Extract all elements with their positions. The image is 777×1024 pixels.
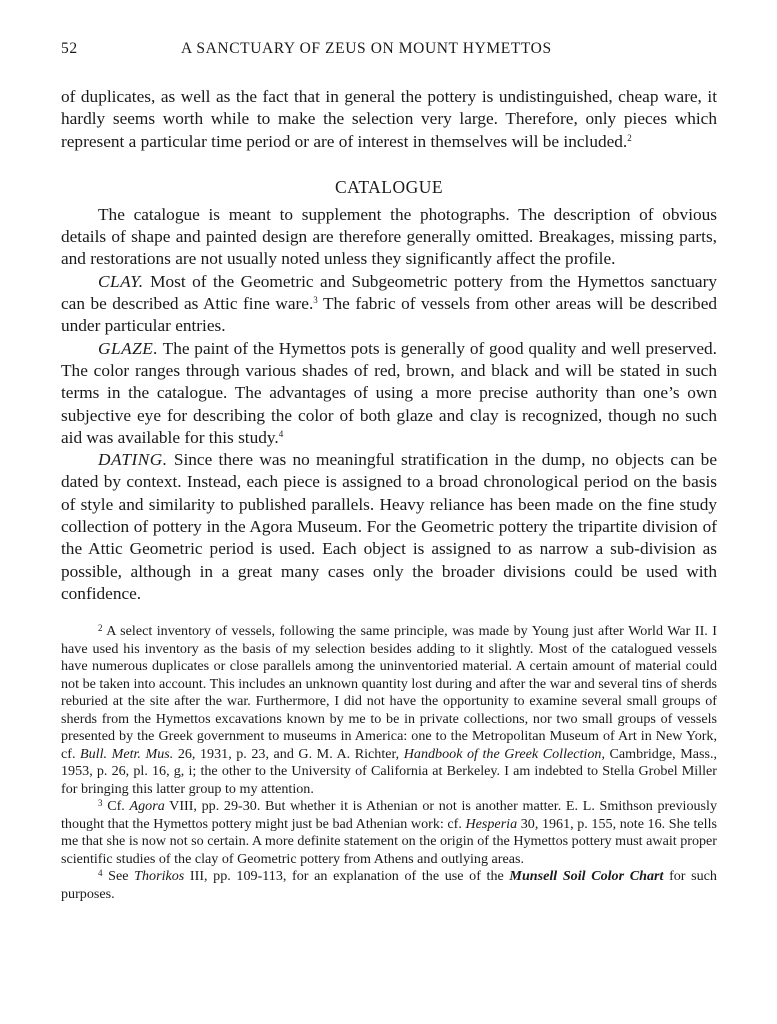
footnote-4-text-2: III, pp. 109-113, for an explanation of the use of the [184,868,510,885]
clay-text-a: Most of the Geometric and Subgeometric pottery from the Hymettos sanctuary can be described as Attic fine ware. [61,271,717,314]
footnote-4-text-3: for such purposes. [61,868,717,902]
page [61,40,717,903]
dating-label: DATING. [98,450,168,470]
footnote-3-text-3: 30, 1961, p. 155, note 16. She tells me that she is now not so certain. A more definite statement on the origin of the Hymettos pottery must await proper scientific studies of the clay of Geometric pottery from Athens and outlying areas. [61,815,717,867]
clay-text-b: The fabric of vessels from other areas will be described under particular entries. [61,294,717,336]
catalogue-intro-text: The catalogue is meant to supplement the photographs. The description of obvious details of shape and painted design are therefore generally omitted. Breakages, missing parts, and restorations are not usually noted unless they significantly affect the profile. [61,204,717,269]
footnote-2-citation-handbook: Handbook of the Greek Collection [403,745,602,762]
footnote-4-citation-thorikos: Thorikos [134,868,185,885]
footnote-4-munsell-chart: Munsell Soil Color Chart [509,868,664,885]
footnote-2-number: 2 [98,623,103,634]
footnotes-section [61,623,717,903]
running-head [61,40,717,64]
footnote-2 [61,623,717,798]
footnote-3-text-1: Cf. [107,798,130,815]
footnote-2-citation-bull: Bull. Metr. Mus. [80,745,174,762]
running-title: A SANCTUARY OF ZEUS ON MOUNT HYMETTOS [181,40,552,57]
dating-paragraph [61,449,717,605]
footnote-3-number: 3 [98,798,103,809]
glaze-paragraph [61,338,717,449]
footnote-3 [61,798,717,868]
page-number: 52 [61,40,78,57]
dating-text: Since there was no meaningful stratification in the dump, no objects can be dated by context. Instead, each piece is assigned to a broad chronological period on the basis of style and similarity to published parallels. Heavy reliance has been made on the fine study collection of pottery in the Agora Museum. For the Geometric pottery the tripartite division of the Attic Geometric period is used. Each object is assigned to as narrow a sub-division as possible, although in a great many cases only the broader divisions could be used with confidence. [61,450,717,603]
catalogue-intro-paragraph [61,204,717,271]
glaze-text: The paint of the Hymettos pots is generally of good quality and well preserved. The color ranges through various shades of red, brown, and black and will be stated in such terms in the catalogue. The advantages of using a more precise authority than one’s own subjective eye for describing the color of both glaze and clay is recognized, though no such aid was available for this study. [61,338,717,447]
footnote-2-text-2: 26, 1931, p. 23, and G. M. A. Richter, [173,745,404,762]
intro-text: of duplicates, as well as the fact that in general the pottery is undistinguished, cheap ware, it hardly seems worth while to make the selection very large. Therefore, only pieces which represent a particular time period or are of interest in themselves will be included. [61,87,717,151]
footnote-4-text-1: See [108,868,135,885]
clay-label: CLAY. [98,271,144,291]
glaze-label: GLAZE. [98,338,159,358]
footnote-4-number: 4 [98,868,103,879]
footnote-2-text-3: , Cambridge, Mass., 1953, p. 26, pl. 16, g, i; the other to the University of California at Berkeley. I am indebted to Stella Grobel Miller for bringing this latter group to my attention. [61,745,717,797]
footnote-4 [61,868,717,903]
footnote-3-citation-hesperia: Hesperia [465,815,518,832]
footnote-3-text-2: VIII, pp. 29-30. But whether it is Athenian or not is another matter. E. L. Smithson previously thought that the Hymettos pottery might just be bad Athenian work: cf. [61,798,717,832]
catalogue-heading: CATALOGUE [334,176,444,197]
footnote-2-text-1: A select inventory of vessels, following the same principle, was made by Young just after World War II. I have used his inventory as the basis of my selection besides adding to it slightly. Most of the catalogued vessels have numerous duplicates or close parallels among the uninventoried material. A certain amount of material could not be taken into account. This includes an unknown quantity lost during and after the war and several tins of sherds reburied at the site after the war. Furthermore, I did not have the opportunity to examine several small groups of sherds from the Hymettos excavations known by me to be in private collections, nor two small groups of vessels presented by the Greek government to museums in America: one to the Metropolitan Museum of Art in New York, cf. [61,623,717,762]
footnote-3-citation-agora: Agora [129,798,165,815]
clay-paragraph [61,271,717,338]
intro-paragraph [61,86,717,153]
footnote-ref-3[interactable]: 3 [313,295,318,306]
footnote-ref-4[interactable]: 4 [278,428,284,439]
footnote-ref-2[interactable]: 2 [627,132,632,143]
